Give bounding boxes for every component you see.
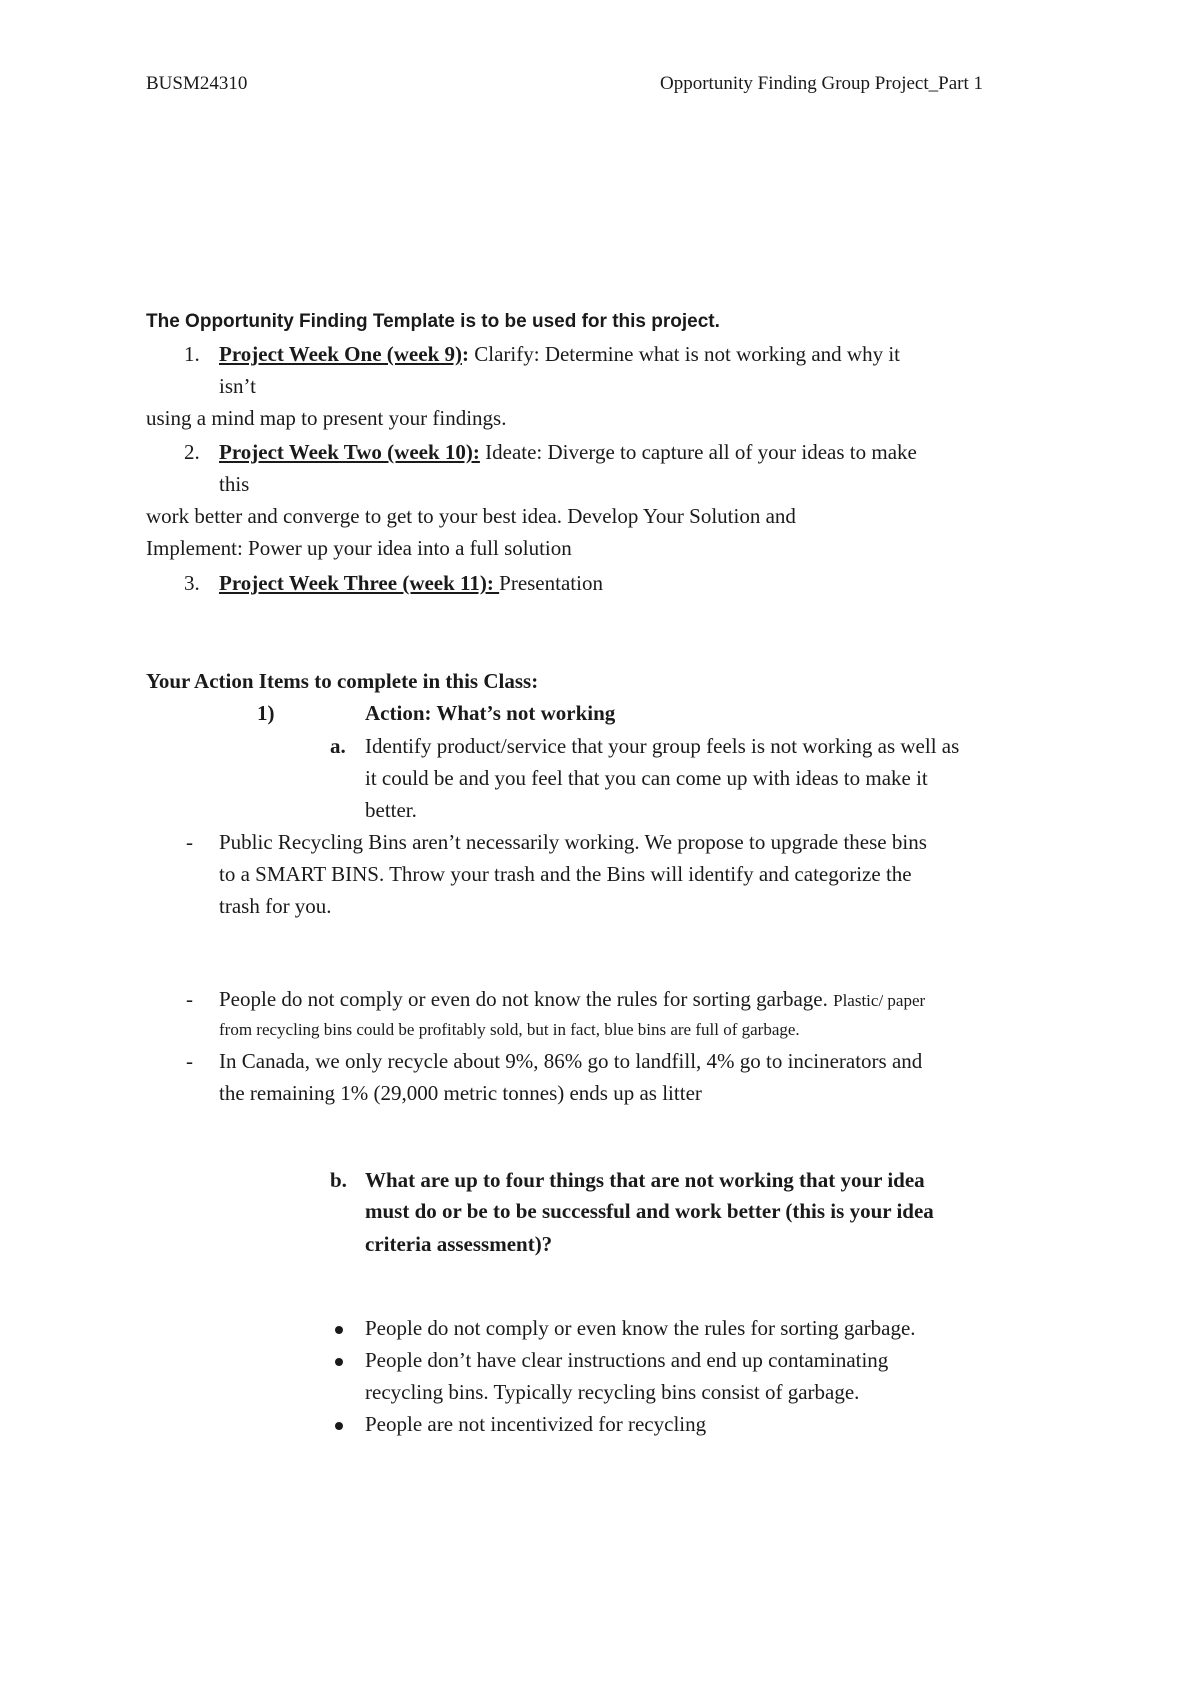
- week-3-desc: Presentation: [499, 571, 603, 595]
- week-1-item: [219, 344, 900, 365]
- week-2-continuation: work better and converge to get to your best idea. Develop Your Solution and: [146, 504, 796, 528]
- bullet-item-text: People are not incentivized for recycling: [365, 1412, 707, 1436]
- subitem-b-question: criteria assessment)?: [365, 1232, 553, 1256]
- week-3-item: [219, 573, 603, 594]
- course-code: BUSM24310: [146, 73, 248, 94]
- week-2-number: 2.: [184, 440, 200, 464]
- action-1-title: Action: What’s not working: [365, 701, 616, 725]
- week-1-title: Project Week One (week 9): [219, 342, 462, 366]
- dash-marker: -: [186, 830, 193, 854]
- week-1-desc: Clarify: Determine what is not working and why it: [469, 342, 901, 366]
- dash-item-small-text: from recycling bins could be profitably sold, but in fact, blue bins are full of garbage.: [219, 1020, 800, 1039]
- subitem-a-text: Identify product/service that your group feels is not working as well as: [365, 734, 960, 758]
- week-3-title: Project Week Three (week 11):: [219, 571, 500, 595]
- subitem-b-question: What are up to four things that are not working that your idea: [365, 1168, 925, 1192]
- dash-item-small: Plastic/ paper: [833, 991, 926, 1010]
- dash-item-main: People do not comply or even do not know the rules for sorting garbage.: [219, 987, 834, 1011]
- week-1-continuation: using a mind map to present your findings.: [146, 406, 507, 430]
- bullet-item-text: recycling bins. Typically recycling bins consist of garbage.: [365, 1380, 860, 1404]
- dash-item-text: the remaining 1% (29,000 metric tonnes) ends up as litter: [219, 1081, 702, 1105]
- dash-item-text: Public Recycling Bins aren’t necessarily working. We propose to upgrade these bins: [219, 830, 927, 854]
- week-2-desc: Ideate: Diverge to capture all of your ideas to make: [479, 440, 917, 464]
- bullet-item-text: People do not comply or even know the rules for sorting garbage.: [365, 1316, 916, 1340]
- week-1-number: 1.: [184, 342, 200, 366]
- document-title: Opportunity Finding Group Project_Part 1: [660, 73, 983, 94]
- bullet-icon: [335, 1326, 343, 1334]
- action-1-number: 1): [257, 701, 275, 725]
- dash-item-text: In Canada, we only recycle about 9%, 86% go to landfill, 4% go to incinerators and: [219, 1049, 923, 1073]
- subitem-b-question: must do or be to be successful and work better (this is your idea: [365, 1199, 934, 1223]
- dash-marker: -: [186, 987, 193, 1011]
- dash-item-text: to a SMART BINS. Throw your trash and the Bins will identify and categorize the: [219, 862, 912, 886]
- week-3-number: 3.: [184, 571, 200, 595]
- subitem-a-text: it could be and you feel that you can come up with ideas to make it: [365, 766, 928, 790]
- action-items-heading: Your Action Items to complete in this Class:: [146, 669, 539, 693]
- subitem-b-label: b.: [330, 1168, 347, 1192]
- subitem-a-text: better.: [365, 798, 417, 822]
- bullet-item-text: People don’t have clear instructions and end up contaminating: [365, 1348, 889, 1372]
- subitem-a-label: a.: [330, 734, 346, 758]
- week-2-item: [219, 442, 917, 463]
- week-2-desc-wrap: this: [219, 472, 250, 496]
- dash-marker: -: [186, 1049, 193, 1073]
- template-intro: The Opportunity Finding Template is to be used for this project.: [146, 311, 720, 332]
- bullet-icon: [335, 1422, 343, 1430]
- bullet-icon: [335, 1358, 343, 1366]
- week-2-continuation: Implement: Power up your idea into a full solution: [146, 536, 572, 560]
- dash-item-text: trash for you.: [219, 894, 332, 918]
- dash-item-text: [219, 989, 925, 1010]
- week-1-colon: :: [462, 342, 469, 366]
- week-2-title: Project Week Two (week 10):: [219, 440, 480, 464]
- week-1-desc-wrap: isn’t: [219, 374, 256, 398]
